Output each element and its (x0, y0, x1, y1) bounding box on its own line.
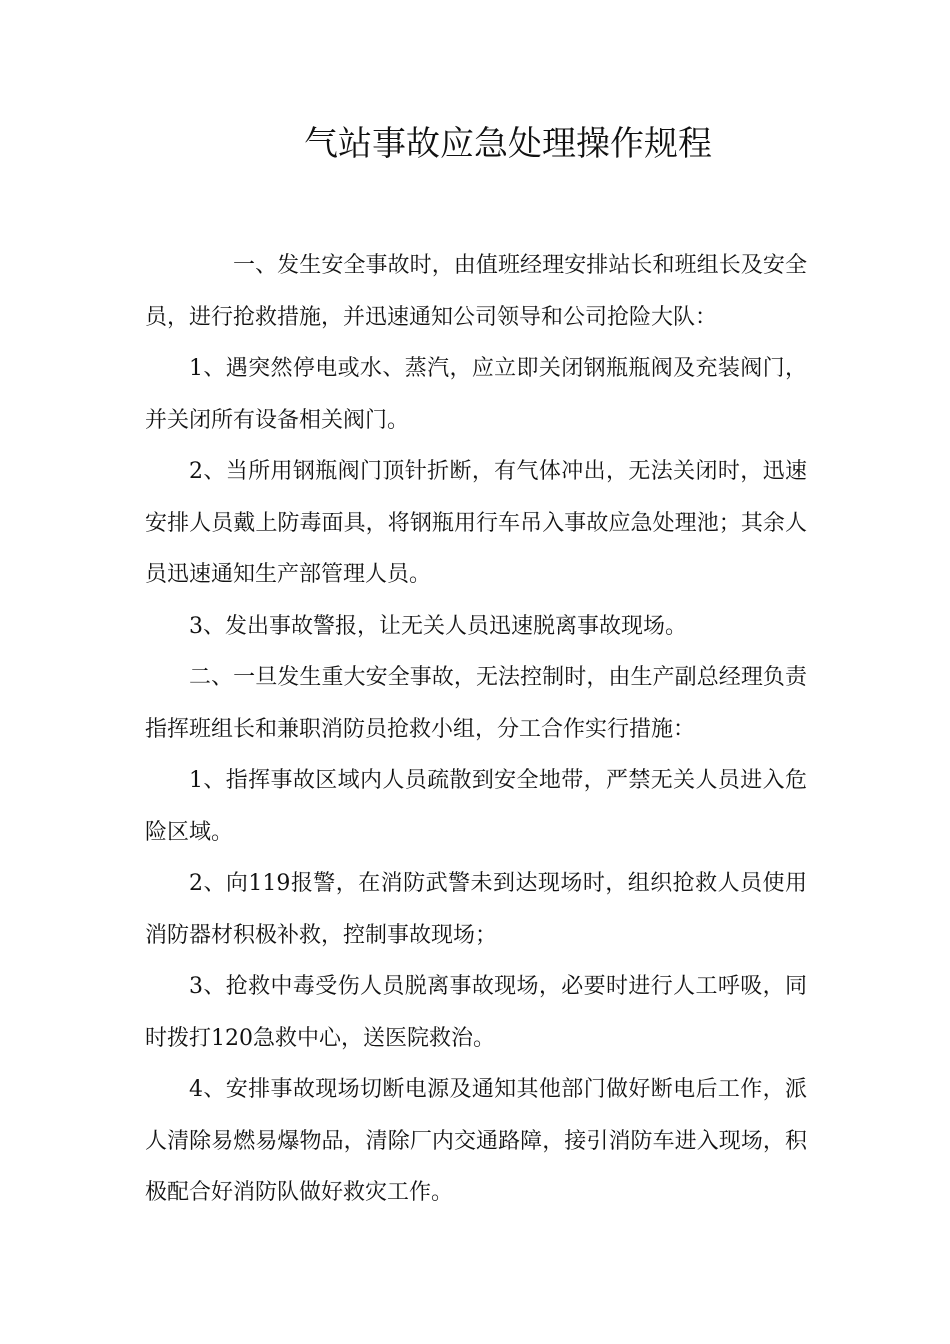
document-body (145, 240, 807, 1219)
paragraph-item-2-4: 4、安排事故现场切断电源及通知其他部门做好断电后工作，派人清除易燃易爆物品，清除厂内交通路障，接引消防车进入现场，积极配合好消防队做好救灾工作。 (145, 1077, 807, 1205)
paragraph-item-2-3: 3、抢救中毒受伤人员脱离事故现场，必要时进行人工呼吸，同时拨打120急救中心，送医院救治。 (145, 974, 807, 1051)
paragraph-item-1-1: 1、遇突然停电或水、蒸汽，应立即关闭钢瓶瓶阀及充装阀门，并关闭所有设备相关阀门。 (145, 356, 807, 433)
paragraph-item-1-2: 2、当所用钢瓶阀门顶针折断，有气体冲出，无法关闭时，迅速安排人员戴上防毒面具，将钢瓶用行车吊入事故应急处理池；其余人员迅速通知生产部管理人员。 (145, 459, 807, 587)
paragraph-item-1-3: 3、发出事故警报，让无关人员迅速脱离事故现场。 (189, 613, 687, 639)
document-title: 气站事故应急处理操作规程 (304, 124, 712, 164)
paragraph-item-2-1: 1、指挥事故区域内人员疏散到安全地带，严禁无关人员进入危险区域。 (145, 768, 807, 845)
paragraph-section-2-intro: 二、一旦发生重大安全事故，无法控制时，由生产副总经理负责指挥班组长和兼职消防员抢救小组，分工合作实行措施： (145, 665, 807, 742)
paragraph-item-2-2: 2、向119报警，在消防武警未到达现场时，组织抢救人员使用消防器材积极补救，控制事故现场； (145, 871, 807, 948)
paragraph-section-1-intro: 一、发生安全事故时，由值班经理安排站长和班组长及安全员，进行抢救措施，并迅速通知公司领导和公司抢险大队： (145, 253, 807, 330)
